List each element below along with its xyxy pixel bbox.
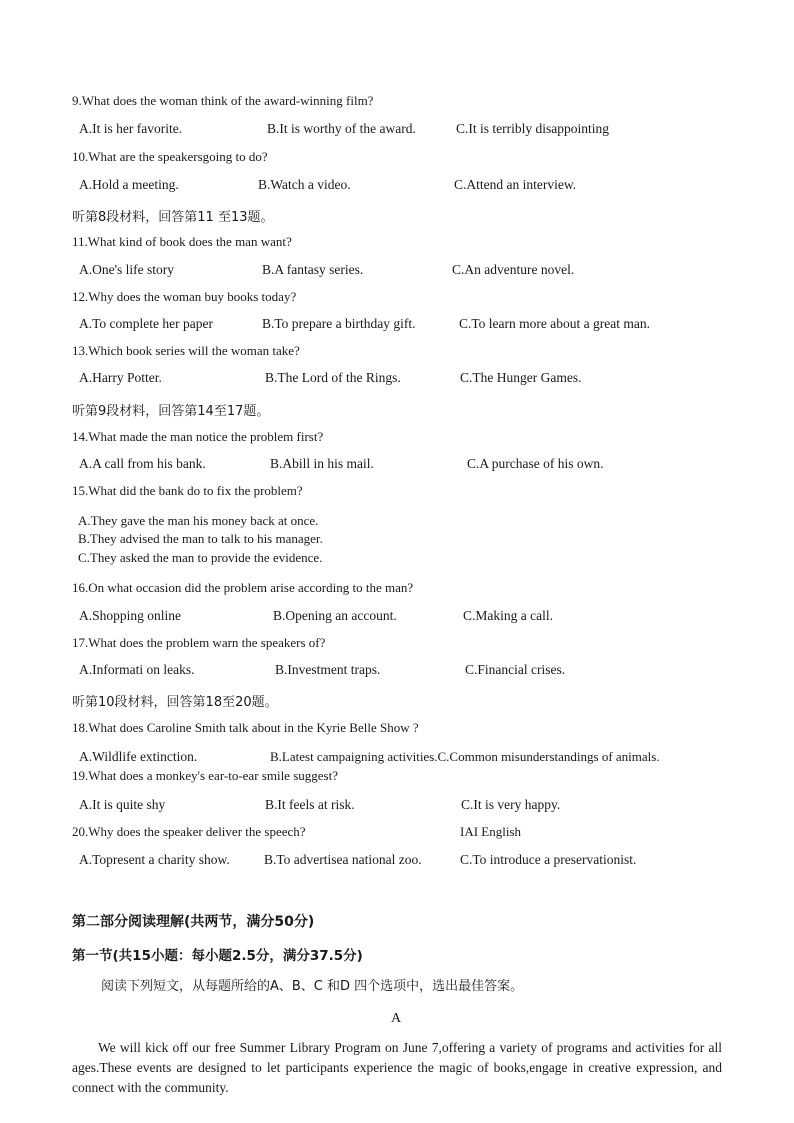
passage-label: A — [391, 1011, 402, 1026]
question-18-stem: 18.What does Caroline Smith talk about in the Kyrie Belle Show ? — [72, 720, 419, 735]
question-17-option-b: B.Investment traps. — [275, 662, 381, 677]
question-15-option-b: B.They advised the man to talk to his manager. — [78, 531, 323, 546]
passage-paragraph: We will kick off our free Summer Library Program on June 7,offering a variety of programs and activities for all ages.These events are designed to let participants experience the magic of books,engage in creative expression, and connect with the community. — [72, 1040, 722, 1095]
question-17-option-a: A.Informati on leaks. — [79, 662, 195, 677]
question-10-stem: 10.What are the speakersgoing to do? — [72, 149, 268, 164]
question-14-option-b: B.Abill in his mail. — [270, 456, 374, 471]
question-14-stem: 14.What made the man notice the problem first? — [72, 429, 324, 444]
question-19-option-c: C.It is very happy. — [461, 797, 561, 812]
reading-instruction: 阅读下列短文，从每题所给的A、B、C 和D 四个选项中，选出最佳答案。 — [101, 979, 524, 994]
question-18-option-a: A.Wildlife extinction. — [79, 749, 198, 764]
question-12-stem: 12.Why does the woman buy books today? — [72, 289, 297, 304]
question-11-option-a: A.One's life story — [79, 262, 175, 277]
question-15-option-a: A.They gave the man his money back at once. — [78, 513, 319, 528]
question-18-options-b-c: B.Latest campaigning activities.C.Common misunderstandings of animals. — [270, 749, 660, 764]
question-11-option-c: C.An adventure novel. — [452, 262, 575, 277]
question-11-stem: 11.What kind of book does the man want? — [72, 234, 292, 249]
question-20-option-b: B.To advertisea national zoo. — [264, 852, 422, 867]
question-16-option-a: A.Shopping online — [79, 608, 182, 623]
question-16-option-c: C.Making a call. — [463, 608, 553, 623]
question-10-option-a: A.Hold a meeting. — [79, 177, 179, 192]
section-10-heading: 听第10段材料，回答第18至20题。 — [72, 695, 278, 710]
question-14-option-a: A.A call from his bank. — [79, 456, 206, 471]
question-14-option-c: C.A purchase of his own. — [467, 456, 604, 471]
question-19-option-b: B.It feels at risk. — [265, 797, 355, 812]
section-8-heading: 听第8段材料，回答第11 至13题。 — [72, 210, 274, 225]
question-9-stem: 9.What does the woman think of the award-winning film? — [72, 93, 374, 108]
part-2-title: 第二部分阅读理解(共两节，满分50分) — [72, 914, 315, 930]
question-16-stem: 16.On what occasion did the problem arise according to the man? — [72, 580, 414, 595]
question-10-option-c: C.Attend an interview. — [454, 177, 577, 192]
question-13-option-a: A.Harry Potter. — [79, 370, 162, 385]
question-20-option-a: A.Topresent a charity show. — [79, 852, 230, 867]
question-16-option-b: B.Opening an account. — [273, 608, 397, 623]
question-19-stem: 19.What does a monkey's ear-to-ear smile suggest? — [72, 768, 338, 783]
question-17-option-c: C.Financial crises. — [465, 662, 566, 677]
section-9-heading: 听第9段材料，回答第14至17题。 — [72, 404, 270, 419]
question-9-option-c: C.It is terribly disappointing — [456, 121, 609, 136]
question-20-option-c: C.To introduce a preservationist. — [460, 852, 637, 867]
question-13-option-c: C.The Hunger Games. — [460, 370, 582, 385]
section-1-title: 第一节(共15小题：每小题2.5分，满分37.5分) — [72, 948, 363, 964]
question-10-option-b: B.Watch a video. — [258, 177, 351, 192]
question-17-stem: 17.What does the problem warn the speakers of? — [72, 635, 326, 650]
question-20-stem: 20.Why does the speaker deliver the speech? — [72, 824, 306, 839]
question-9-option-b: B.It is worthy of the award. — [267, 121, 416, 136]
question-9-option-a: A.It is her favorite. — [79, 121, 183, 136]
question-19-option-a: A.It is quite shy — [79, 797, 166, 812]
question-12-option-c: C.To learn more about a great man. — [459, 316, 650, 331]
question-13-stem: 13.Which book series will the woman take? — [72, 343, 300, 358]
watermark-text: IAI English — [460, 824, 522, 839]
question-12-option-b: B.To prepare a birthday gift. — [262, 316, 416, 331]
question-15-stem: 15.What did the bank do to fix the problem? — [72, 483, 303, 498]
question-11-option-b: B.A fantasy series. — [262, 262, 364, 277]
question-13-option-b: B.The Lord of the Rings. — [265, 370, 401, 385]
question-12-option-a: A.To complete her paper — [79, 316, 213, 331]
question-15-option-c: C.They asked the man to provide the evidence. — [78, 550, 323, 565]
